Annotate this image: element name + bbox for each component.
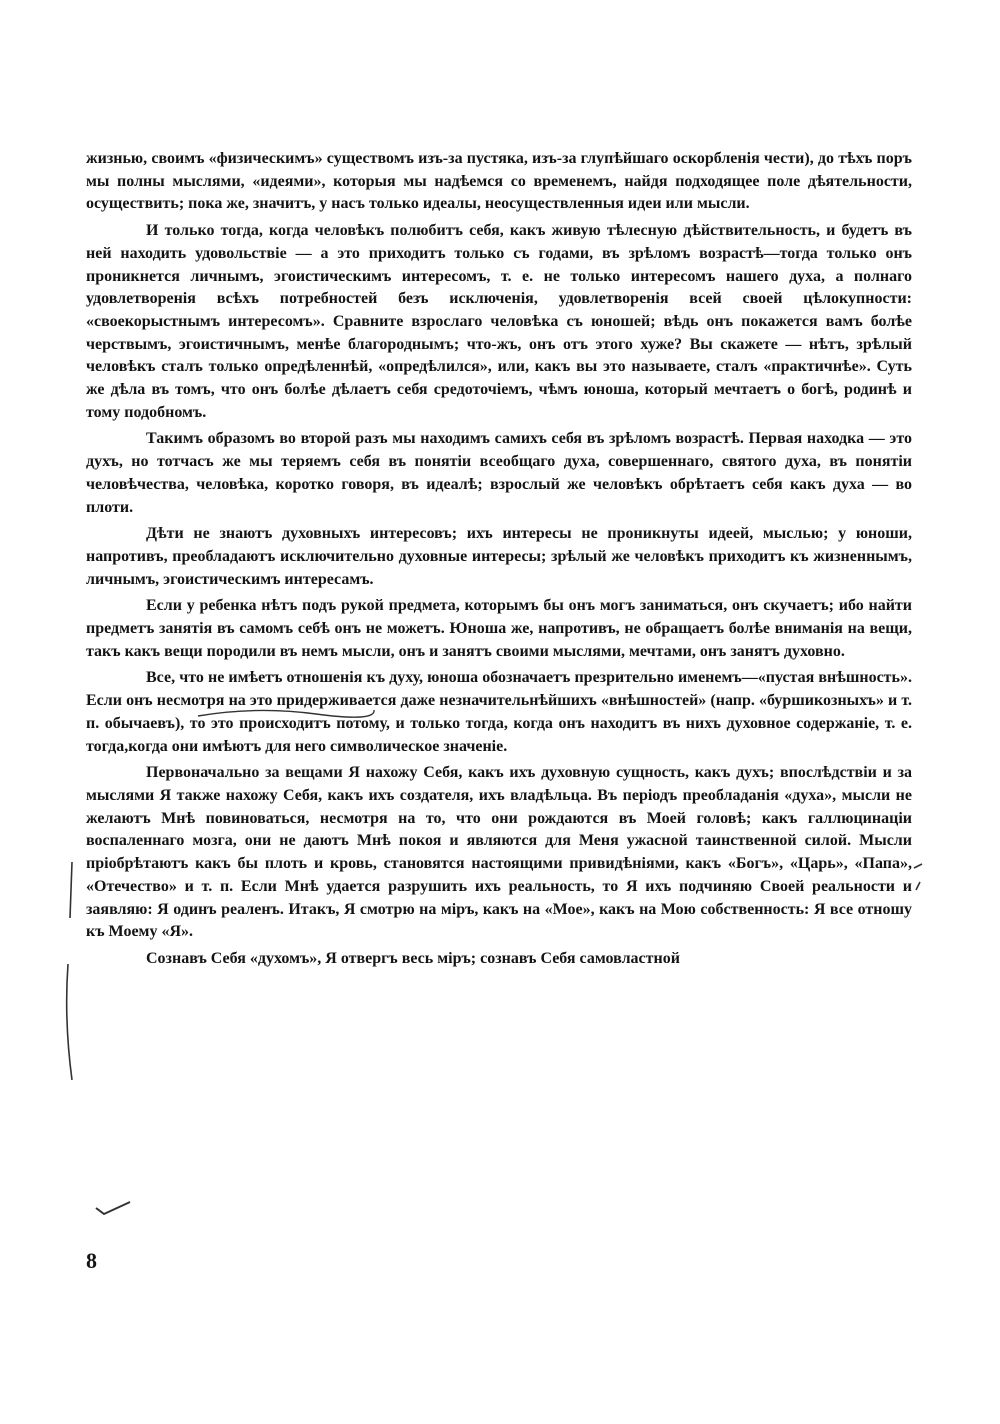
paragraph: Сознавъ Себя «духомъ», Я отвергъ весь міръ; сознавъ Себя самовластной (146, 949, 680, 967)
paragraph: Первоначально за вещами Я нахожу Себя, какъ ихъ духовную сущность, какъ духъ; впослѣдствіи и за мыслями Я также нахожу Себя, какъ ихъ создателя, ихъ владѣльца. Въ періодъ преобладанія «духа», мысли не желаютъ Мнѣ повиноваться, несмотря на то, что они рождаются въ Моей головѣ; какъ галлюцинаціи воспаленнаго мозга, они не даютъ Мнѣ покоя и являются для Меня ужасной таинственной силой. Мысли пріобрѣтаютъ какъ бы плоть и кровь, становятся настоящими привидѣніями, какъ «Богъ», «Царь», «Папа», «Отечество» и т. п. Если Мнѣ удается разрушить ихъ реальность, то Я ихъ подчиняю Своей реальности и заявляю: Я одинъ реаленъ. Итакъ, Я смотрю на міръ, какъ на «Мое», какъ на Мою собственность: Я все отношу къ Моему «Я». (86, 764, 912, 941)
paragraph: Все, что не имѣетъ отношенія къ духу, юноша обозначаетъ презрительно именемъ—«пустая внѣшность». Если онъ несмотря на это придерживается даже незначительнѣйшихъ «внѣшностей» (напр. «буршикозныхъ» и т. п. обычаевъ), то это происходитъ потому, и только тогда, когда онъ находитъ въ нихъ духовное содержаніе, т. е. тогда,когда они имѣютъ для него символическое значеніе. (86, 669, 912, 755)
page-body (86, 148, 912, 975)
tick-mark (910, 860, 926, 900)
paragraph: жизнью, своимъ «физическимъ» существомъ изъ-за пустяка, изъ-за глупѣйшаго оскорбленія чести), до тѣхъ поръ мы полны мыслями, «идеями», которыя мы надѣемся со временемъ, найдя подходящее поле дѣятельности, осуществить; пока же, значитъ, у насъ только идеалы, неосуществленныя идеи или мысли. (86, 150, 912, 213)
margin-bracket-mark (62, 960, 82, 1090)
paragraph: Дѣти не знаютъ духовныхъ интересовъ; ихъ интересы не проникнуты идеей, мыслью; у юноши, напротивъ, преобладаютъ исключительно духовные интересы; зрѣлый же человѣкъ приходитъ къ жизненнымъ, личнымъ, эгоистическимъ интересамъ. (86, 525, 912, 588)
checkmark-mark (94, 1196, 134, 1218)
margin-bracket-mark (64, 860, 78, 920)
paragraph: И только тогда, когда человѣкъ полюбитъ себя, какъ живую тѣлесную дѣйствительность, и будетъ въ ней находить удовольствіе — а это приходитъ только съ годами, въ зрѣломъ возрастѣ—тогда только онъ проникнется личнымъ, эгоистическимъ интересомъ, т. е. не только интересомъ нашего духа, а полнаго удовлетворенія всѣхъ потребностей безъ исключенія, удовлетворенія всей своей цѣлокупности: «своекорыстнымъ интересомъ». Сравните взрослаго человѣка съ юношей; вѣдь онъ покажется вамъ болѣе черствымъ, эгоистичнымъ, менѣе благороднымъ; что-жъ, онъ отъ этого хуже? Вы скажете — нѣтъ, зрѣлый человѣкъ сталъ только опредѣленнѣй, «опредѣлился», или, какъ вы это называете, сталъ «практичнѣе». Суть же дѣла въ томъ, что онъ болѣе дѣлаетъ себя средоточіемъ, чѣмъ юноша, который мечтаетъ о богѣ, родинѣ и тому подобномъ. (86, 222, 912, 421)
paragraph: Если у ребенка нѣтъ подъ рукой предмета, которымъ бы онъ могъ заниматься, онъ скучаетъ; ибо найти предметъ занятія въ самомъ себѣ онъ не можетъ. Юноша же, напротивъ, не обращаетъ болѣе вниманія на вещи, такъ какъ вещи породили въ немъ мысли, онъ и занятъ своими мыслями, мечтами, онъ занятъ духовно. (86, 597, 912, 660)
underline-mark (196, 702, 376, 722)
page-number: 8 (86, 1248, 97, 1273)
paragraph: Такимъ образомъ во второй разъ мы находимъ самихъ себя въ зрѣломъ возрастѣ. Первая находка — это духъ, но тотчасъ же мы теряемъ себя въ понятіи всеобщаго духа, совершеннаго, святого духа, въ понятіи человѣчества, человѣка, коротко говоря, въ идеалѣ; взрослый же человѣкъ обрѣтаетъ себя какъ духа — во плоти. (86, 430, 912, 516)
